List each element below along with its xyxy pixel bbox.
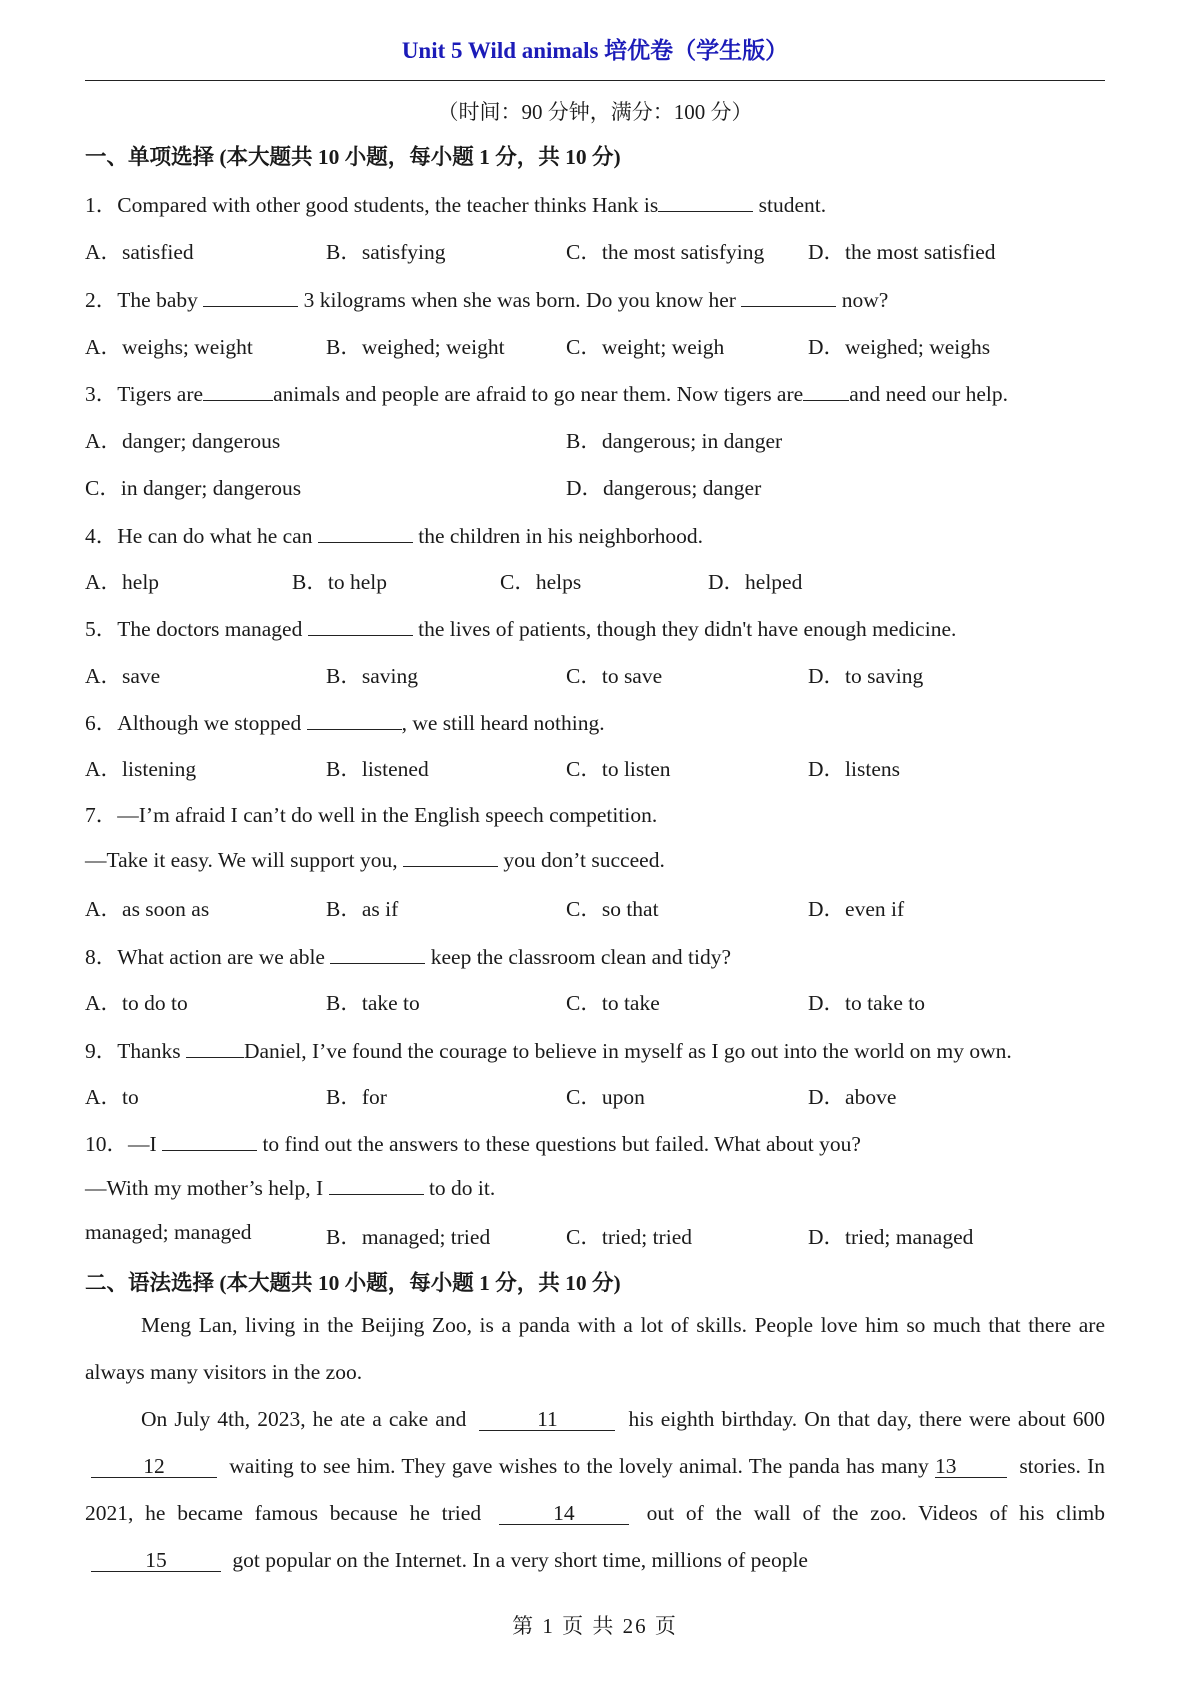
question-2	[85, 283, 888, 314]
question-number: 7．	[85, 803, 118, 827]
paragraph-text: Meng Lan, living in the Beijing Zoo, is a panda with a lot of skills. People love him so much that there are always many visitors in the zoo.	[85, 1313, 1105, 1384]
title-divider	[85, 80, 1105, 81]
question-number: 8．	[85, 945, 118, 969]
option-a[interactable]: A．help	[85, 570, 160, 594]
option-c[interactable]: C．tried; tried	[566, 1225, 692, 1249]
blank-12[interactable]: 12	[91, 1455, 217, 1478]
option-c[interactable]: C．upon	[566, 1085, 645, 1109]
blank-11[interactable]: 11	[479, 1408, 615, 1431]
question-stem: you don’t succeed.	[498, 848, 665, 872]
question-number: 9．	[85, 1039, 118, 1063]
option-d[interactable]: D．listens	[808, 757, 900, 781]
option-b[interactable]: B．listened	[326, 757, 429, 781]
answer-blank	[803, 380, 849, 401]
option-c[interactable]: C．to save	[566, 664, 663, 688]
option-d[interactable]: D．above	[808, 1085, 897, 1109]
question-3	[85, 377, 1008, 408]
passage-paragraph-2	[85, 1396, 1105, 1584]
question-stem: The doctors managed	[117, 617, 308, 641]
option-b[interactable]: B．to help	[292, 570, 387, 594]
passage-paragraph-1	[85, 1302, 1105, 1396]
question-stem: Although we stopped	[117, 711, 307, 735]
option-a[interactable]: managed; managed	[85, 1220, 252, 1244]
option-a[interactable]: A．to do to	[85, 991, 188, 1015]
question-stem: Daniel, I’ve found the courage to believe in myself as I go out into the world on my own.	[243, 1039, 1012, 1063]
answer-blank	[308, 615, 413, 636]
option-d[interactable]: D．dangerous; danger	[566, 476, 762, 500]
page-title: Unit 5 Wild animals 培优卷（学生版）	[401, 38, 789, 63]
section-heading-1: 一、单项选择 (本大题共 10 小题，每小题 1 分，共 10 分)	[85, 145, 621, 169]
option-a[interactable]: A．to	[85, 1085, 139, 1109]
option-d[interactable]: D．to saving	[808, 664, 924, 688]
answer-blank	[403, 846, 498, 867]
question-8	[85, 940, 731, 971]
question-stem: the lives of patients, though they didn't have enough medicine.	[412, 617, 957, 641]
paragraph-text: waiting to see him. They gave wishes to the lovely animal. The panda has many	[229, 1454, 929, 1478]
question-10	[85, 1127, 861, 1158]
question-stem: student.	[753, 193, 827, 217]
option-b[interactable]: B．saving	[326, 664, 418, 688]
question-stem: to do it.	[423, 1176, 496, 1200]
option-d[interactable]: D．helped	[708, 570, 803, 594]
question-stem: Tigers are	[117, 382, 204, 406]
question-stem: —I’m afraid I can’t do well in the English speech competition.	[117, 803, 658, 827]
paragraph-text: his eighth birthday. On that day, there were about 600	[628, 1407, 1106, 1431]
option-d[interactable]: D．even if	[808, 897, 905, 921]
paragraph-text: stories. In 2021, he became famous because he tried	[85, 1454, 1105, 1525]
page-footer: 第 1 页 共 26 页	[512, 1614, 678, 1638]
question-9	[85, 1034, 1012, 1065]
option-c[interactable]: C．weight; weigh	[566, 335, 725, 359]
option-b[interactable]: B．for	[326, 1085, 387, 1109]
option-c[interactable]: C．the most satisfying	[566, 240, 765, 264]
question-stem: What action are we able	[117, 945, 331, 969]
option-c[interactable]: C．so that	[566, 897, 659, 921]
option-d[interactable]: D．to take to	[808, 991, 926, 1015]
option-c[interactable]: C．to listen	[566, 757, 671, 781]
question-number: 10．	[85, 1132, 129, 1156]
answer-blank	[330, 943, 425, 964]
question-stem: animals and people are afraid to go near them. Now tigers are	[273, 382, 804, 406]
option-a[interactable]: A．weighs; weight	[85, 335, 253, 359]
option-a[interactable]: A．danger; dangerous	[85, 429, 281, 453]
question-7-reply	[85, 846, 665, 873]
answer-blank	[162, 1130, 257, 1151]
question-stem: —With my mother’s help, I	[85, 1176, 329, 1200]
option-b[interactable]: B．managed; tried	[326, 1225, 491, 1249]
question-number: 1．	[85, 193, 118, 217]
answer-blank	[203, 380, 273, 401]
exam-meta: （时间：90 分钟，满分：100 分）	[437, 100, 753, 124]
question-7	[85, 798, 657, 829]
question-number: 6．	[85, 711, 118, 735]
question-stem: keep the classroom clean and tidy?	[425, 945, 732, 969]
question-6	[85, 706, 605, 737]
option-d[interactable]: D．the most satisfied	[808, 240, 996, 264]
option-a[interactable]: A．as soon as	[85, 897, 210, 921]
section-heading-2: 二、语法选择 (本大题共 10 小题，每小题 1 分，共 10 分)	[85, 1271, 621, 1295]
question-4	[85, 519, 703, 550]
question-5	[85, 612, 956, 643]
question-stem: The baby	[117, 288, 204, 312]
question-stem: the children in his neighborhood.	[412, 524, 704, 548]
question-stem: 3 kilograms when she was born. Do you know her	[298, 288, 742, 312]
question-stem: to find out the answers to these questions but failed. What about you?	[257, 1132, 861, 1156]
question-number: 5．	[85, 617, 118, 641]
option-b[interactable]: B．satisfying	[326, 240, 446, 264]
question-stem: , we still heard nothing.	[401, 711, 605, 735]
question-number: 4．	[85, 524, 118, 548]
blank-13[interactable]: 13	[935, 1455, 1007, 1478]
answer-blank	[307, 709, 402, 730]
option-d[interactable]: D．tried; managed	[808, 1225, 974, 1249]
question-stem: He can do what he can	[117, 524, 318, 548]
question-stem: —Take it easy. We will support you,	[85, 848, 404, 872]
paragraph-text: got popular on the Internet. In a very short time, millions of people	[232, 1548, 808, 1572]
option-d[interactable]: D．weighed; weighs	[808, 335, 991, 359]
question-10-reply	[85, 1174, 495, 1201]
option-a[interactable]: A．listening	[85, 757, 197, 781]
option-b[interactable]: B．dangerous; in danger	[566, 429, 783, 453]
question-number: 3．	[85, 382, 118, 406]
option-b[interactable]: B．as if	[326, 897, 399, 921]
option-a[interactable]: A．satisfied	[85, 240, 194, 264]
option-c[interactable]: C．helps	[500, 570, 582, 594]
question-stem: Thanks	[117, 1039, 186, 1063]
question-stem: now?	[836, 288, 889, 312]
blank-15[interactable]: 15	[91, 1549, 221, 1572]
answer-blank	[203, 286, 298, 307]
answer-blank	[741, 286, 836, 307]
answer-blank	[318, 522, 413, 543]
question-number: 2．	[85, 288, 118, 312]
option-a[interactable]: A．save	[85, 664, 161, 688]
answer-blank	[186, 1037, 244, 1058]
answer-blank	[329, 1174, 424, 1195]
option-c[interactable]: C．to take	[566, 991, 660, 1015]
question-stem: Compared with other good students, the teacher thinks Hank is	[117, 193, 659, 217]
option-b[interactable]: B．weighed; weight	[326, 335, 505, 359]
option-c[interactable]: C．in danger; dangerous	[85, 476, 302, 500]
paragraph-text: out of the wall of the zoo. Videos of his climb	[646, 1501, 1106, 1525]
blank-14[interactable]: 14	[499, 1502, 629, 1525]
question-stem: and need our help.	[849, 382, 1008, 406]
option-b[interactable]: B．take to	[326, 991, 420, 1015]
answer-blank	[658, 191, 753, 212]
question-1	[85, 188, 826, 219]
question-stem: —I	[128, 1132, 163, 1156]
paragraph-text: On July 4th, 2023, he ate a cake and	[141, 1407, 467, 1431]
